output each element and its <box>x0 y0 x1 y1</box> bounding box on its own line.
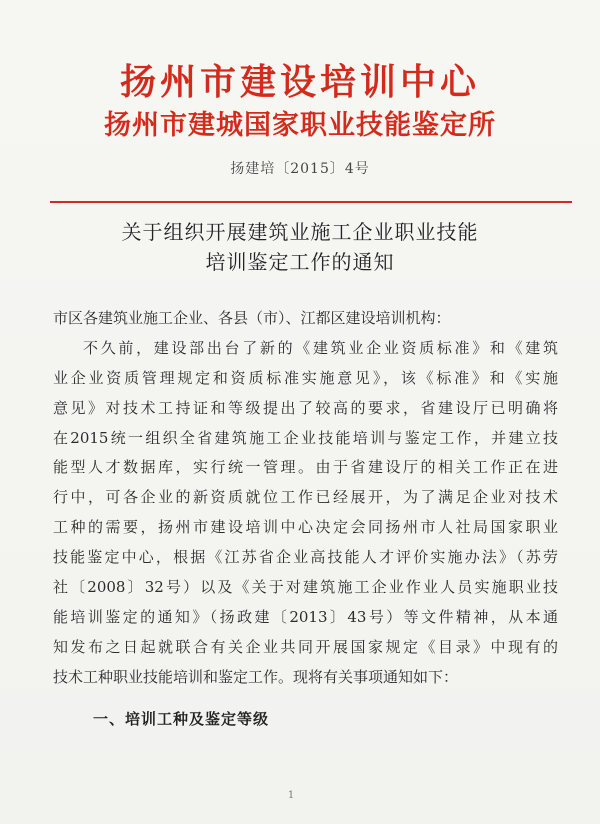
letterhead-org-subname: 扬州市建城国家职业技能鉴定所 <box>104 110 496 141</box>
paragraph-line: 知发布之日起就联合有关企业共同开展国家规定《目录》中现有的 <box>53 637 558 656</box>
paragraph-line: 社〔2008〕32号）以及《关于对建筑施工企业作业人员实施职业技 <box>53 578 558 597</box>
section-heading: 一、培训工种及鉴定等级 <box>93 710 270 728</box>
paragraph-line: 行中，可各企业的新资质就位工作已经展开，为了满足企业对技术 <box>53 488 558 507</box>
document-title-line-2: 培训鉴定工作的通知 <box>205 250 395 274</box>
letterhead-divider <box>50 201 572 203</box>
paragraph-line: 在2015统一组织全省建筑施工企业技能培训与鉴定工作，并建立技 <box>53 428 558 447</box>
paragraph-line: 业企业资质管理规定和资质标准实施意见》，该《标准》和《实施 <box>53 368 558 387</box>
document-number: 扬建培〔2015〕4号 <box>230 161 370 177</box>
paragraph-line: 技能鉴定中心，根据《江苏省企业高技能人才评价实施办法》（苏劳 <box>53 548 558 567</box>
recipients-line: 市区各建筑业施工企业、各县（市）、江都区建设培训机构： <box>53 309 451 327</box>
document-title-line-1: 关于组织开展建筑业施工企业职业技能 <box>121 220 479 244</box>
document-body <box>53 304 558 693</box>
paragraph-line: 能培训鉴定的通知》（扬政建〔2013〕43号）等文件精神，从本通 <box>53 607 558 626</box>
paragraph-line: 技术工种职业技能培训和鉴定工作。现将有关事项通知如下： <box>53 667 459 686</box>
paragraph-line: 能型人才数据库，实行统一管理。由于省建设厅的相关工作正在进 <box>53 458 558 477</box>
letterhead-org-name: 扬州市建设培训中心 <box>119 61 480 103</box>
paragraph-line: 意见》对技术工持证和等级提出了较高的要求，省建设厅已明确将 <box>53 398 558 417</box>
page-number: 1 <box>287 790 295 801</box>
paragraph-line: 工种的需要，扬州市建设培训中心决定会同扬州市人社局国家职业 <box>53 518 558 537</box>
paragraph-line: 不久前，建设部出台了新的《建筑业企业资质标准》和《建筑 <box>83 338 558 357</box>
